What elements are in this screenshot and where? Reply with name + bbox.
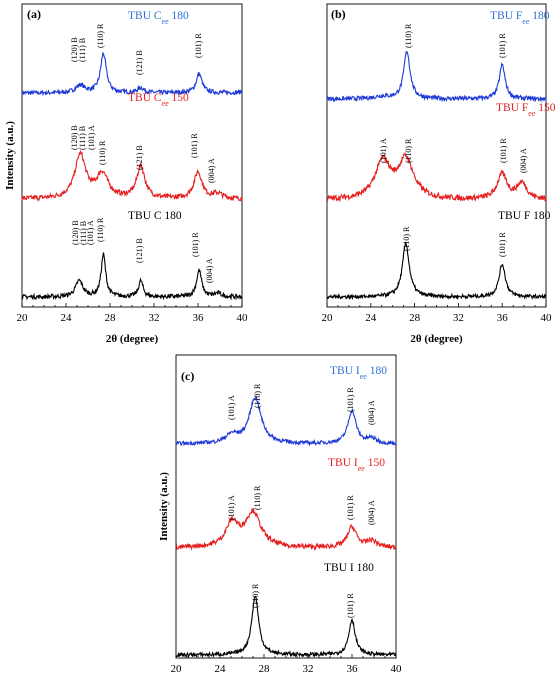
- peak-label: (120) B: [71, 220, 80, 245]
- x-tick-label: 40: [540, 312, 552, 324]
- plot-frame: [327, 4, 546, 307]
- x-tick-label: 28: [409, 312, 421, 324]
- peak-label: (110) R: [404, 23, 413, 48]
- peak-label: (110) R: [251, 583, 260, 608]
- x-tick-label: 20: [321, 312, 333, 324]
- peak-label: (120) B: [70, 37, 79, 62]
- peak-label: (111) B: [78, 125, 87, 150]
- peak-label: (101) R: [498, 232, 507, 257]
- x-tick-label: 36: [192, 312, 204, 324]
- peak-label: (110) R: [402, 226, 411, 251]
- x-tick-label: 32: [452, 312, 464, 324]
- peak-label: (111) B: [78, 37, 87, 62]
- series-label: TBU C 180: [128, 210, 182, 222]
- peak-label: (101) A: [227, 395, 236, 420]
- peak-label: (004) A: [367, 500, 376, 525]
- peak-label: (101) A: [86, 220, 95, 245]
- panel-tag: (a): [27, 7, 41, 21]
- peak-label: (110) R: [253, 485, 262, 510]
- x-tick-label: 20: [170, 663, 182, 675]
- x-tick-label: 32: [148, 312, 160, 324]
- peak-label: (110) R: [404, 138, 413, 163]
- peak-label: (101) R: [346, 387, 355, 412]
- peak-label: (101) R: [346, 593, 355, 618]
- peak-label: (004) A: [205, 258, 214, 283]
- series-line: [176, 596, 396, 656]
- peak-label: (110) R: [98, 140, 107, 165]
- series-label: TBU $I_{ee}$ 150: [328, 457, 385, 473]
- x-tick-label: 28: [104, 312, 116, 324]
- peak-label: (120) B: [70, 125, 79, 150]
- series-label: TBU $I_{ee}$ 180: [330, 365, 387, 381]
- series-line: [176, 397, 396, 446]
- panel-1: [322, 4, 556, 345]
- x-tick-label: 40: [236, 312, 248, 324]
- peak-label: (004) A: [367, 400, 376, 425]
- x-axis-title: 2θ (degree): [105, 333, 159, 345]
- x-tick-label: 32: [302, 663, 314, 675]
- peak-label: (004) A: [519, 148, 528, 173]
- peak-label: (101) R: [499, 138, 508, 163]
- y-axis-title: Intensity (a.u.): [158, 472, 170, 541]
- x-tick-label: 24: [60, 312, 72, 324]
- x-tick-label: 24: [365, 312, 377, 324]
- peak-label: (101) R: [498, 33, 507, 58]
- peak-label: (101) A: [379, 138, 388, 163]
- series-label: TBU I 180: [324, 562, 374, 574]
- peak-label: (121) B: [135, 145, 144, 170]
- series-line: [327, 242, 546, 299]
- x-axis-title: 2θ (degree): [410, 333, 463, 345]
- series-label: TBU $F_{ee}$ 150: [496, 102, 556, 118]
- peak-label: (111) B: [79, 220, 88, 245]
- panel-2: [158, 355, 402, 675]
- y-axis-title: Intensity (a.u.): [4, 121, 16, 190]
- x-tick-label: 36: [346, 663, 358, 675]
- peak-label: (110) R: [96, 217, 105, 242]
- panel-0: [4, 4, 248, 345]
- peak-label: (121) B: [135, 50, 144, 75]
- peak-label: (004) A: [207, 158, 216, 183]
- peak-label: (101) A: [87, 125, 96, 150]
- peak-label: (101) R: [191, 232, 200, 257]
- peak-label: (101) R: [346, 495, 355, 520]
- series-label: TBU $C_{ee}$ 180: [128, 10, 189, 26]
- peak-label: (110) R: [253, 383, 262, 408]
- plot-frame: [176, 355, 396, 658]
- panel-tag: (b): [331, 7, 346, 21]
- series-line: [327, 154, 546, 201]
- series-line: [327, 51, 546, 101]
- x-tick-label: 40: [390, 663, 402, 675]
- peak-label: (121) B: [135, 238, 144, 263]
- series-label: TBU $C_{ee}$ 150: [128, 92, 189, 108]
- peak-label: (101) R: [190, 133, 199, 158]
- x-tick-label: 20: [16, 312, 28, 324]
- x-tick-label: 36: [496, 312, 508, 324]
- series-label: TBU $F_{ee}$ 180: [490, 10, 550, 26]
- peak-label: (101) A: [227, 495, 236, 520]
- x-tick-label: 24: [214, 663, 226, 675]
- x-tick-label: 28: [258, 663, 270, 675]
- peak-label: (110) R: [96, 23, 105, 48]
- peak-label: (101) R: [194, 33, 203, 58]
- series-label: TBU F 180: [498, 210, 551, 222]
- series-line: [176, 508, 396, 549]
- panel-tag: (c): [181, 369, 195, 383]
- series-line: [22, 53, 242, 95]
